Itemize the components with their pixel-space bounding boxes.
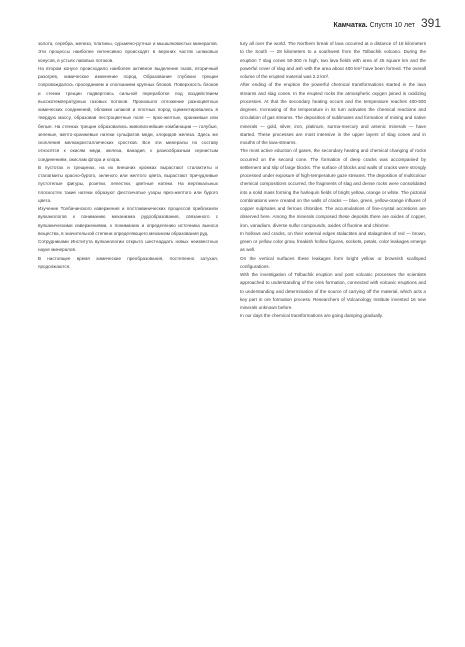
paragraph: На втором конусе происходило наиболее активное выделение газов, вторичный разогрев, химическое изменение пород. Образование глубоких трещин сопровождалось проседанием и сползанием крупных блоков. Поверхность блоков и стенки трещин подверглись сильной переработке под воздействием высокотемпературных газовых потоков. Произошло отложение разноцветных химических соединений, обломки шлаков и плотных пород сцементировались в твердую массу, образовав пестроцветные поля — ярко-желтые, оранжевые или белые. На стенках трещин образовались живописнейшие комбинации — голубые, зеленые, желто-оранжевые натеки сульфатов меди, хлоридов железа. Здесь же скопления мелкокристаллических сростков. Все эти минералы по составу относятся к окисям меди, железа, ванадия, к разнообразным сернистым соединениям, окислам фтора и хлора. <box>38 65 218 162</box>
paragraph: The most active eduction of gases, the secondary heating and chemical changing of rocks occurred on the second cone. The formation of deep cracks was accompanied by settlement and slip of large blocks. The surface of blocks and walls of cracks were strongly processed under exposure of high-temperature gaze streams. The deposition of multicolour chemical compositions occurred, the fragments of slag and dense rocks were consolidated into a solid mass forming the harlequin fields of bright yellow, orange or white. The pictorial combinations were created on the walls of cracks — blue, green, yellow-orange influxes of copper sulphates and ferrous chlorides. The accumulations of fine-crystal accretions are observed here. Among the minerals composed these deposits there are oxides of copper, iron, vanadium, diverse sulfur compounds, oxides of fluorine and chlorine. <box>240 148 426 228</box>
paragraph: Изучение Толбачинского извержения и постлавинических процессов приблизили вулканологов к пониманию механизма рудообразования, связанного с вулканическими извержениями, к пониманию и определению источника выноса вещества, в значительной степени определяющего механизм образования руд. <box>38 206 218 236</box>
paragraph: В настоящее время химические преобразования, постепенно затухая, продолжаются. <box>38 255 218 269</box>
paragraph: In hollows and cracks, on their external edges stalactites and stalagmites of red — brown, green or yellow color grow, freakish hollow figures, sockets, petals, color leakages emerge as well. <box>240 230 426 253</box>
page-number: 391 <box>420 16 441 30</box>
paragraph: In our days the chemical transformations are going damping gradually. <box>240 313 383 319</box>
running-title-bold: Камчатка. <box>333 22 368 29</box>
english-text-column <box>240 40 426 321</box>
paragraph: tury all over the world. The Northern break of lava occurred at a distance of 18 kilometers to the South — 28 kilometers to a southwest from the Tolbachik volcano. During the eruption 7 slag cones 50-300 m high, two lava fields with area of 45 square km and the powerful cover of slag and ash with the area about 400 km² have been formed. The overall volume of the erupted material was 2.2 km³. <box>240 41 426 79</box>
paragraph: Сотрудниками Института вулканологии открыто шестнадцать новых неизвестных науке минералов. <box>38 239 218 253</box>
running-title <box>333 22 415 29</box>
running-header <box>333 16 441 30</box>
russian-text-column <box>38 40 218 271</box>
paragraph: В пустотах и трещинах, на их внешних кромках вырастают сталактиты и сталагмиты красно-бурого, зеленого или желтого цвета, вырастают причудливые пустотелые фигуры, розетки, лепестки, цветные натеки. На вертикальных плоскостях такие натеки образуют фестончатые узоры ярко-желтого или бурого цвета. <box>38 164 218 203</box>
paragraph: On the vertical surfaces these leakages form bright yellow or brownish scalloped configurations. <box>240 255 426 269</box>
paragraph: With the investigation of Tolbachik eruption and post volcanic processes the scientists approached to understanding of the ores formation, connected with volcanic eruptions and to understanding and determination of the source of carrying off the material, which acts a key part in ore formation process. Researchers of Volcanology Institute invented 16 new minerals unknown before. <box>240 272 426 310</box>
paragraph: золота, серебра, железа, платины, сурьмяно-рутных и мышьяковистых минералов. Эти процессы наиболее интенсивно происходят в верхних частях шлаковых конусов, в устьях лавовых потоков. <box>38 41 218 63</box>
running-subtitle: Спустя 10 лет <box>369 22 415 29</box>
paragraph: After ending of the eruption the powerful chemical transformations started in the lava streams and slag cones. In the erupted rocks the atmospheric oxygen joined in oxidizing processes. At that the secondary heating occurs and the temperature reaches 400-500 degrees. Increasing of the temperature in its turn activates the chemical reactions and circulation of gas streams. The deposition of sublimates and formation of mining and native minerals — gold, silver, iron, platinum, surma-mercury and arsenic minerals — have started. These processes are most intensive in the upper layers of slag cones and in mouths of the lava-streams. <box>240 82 426 145</box>
